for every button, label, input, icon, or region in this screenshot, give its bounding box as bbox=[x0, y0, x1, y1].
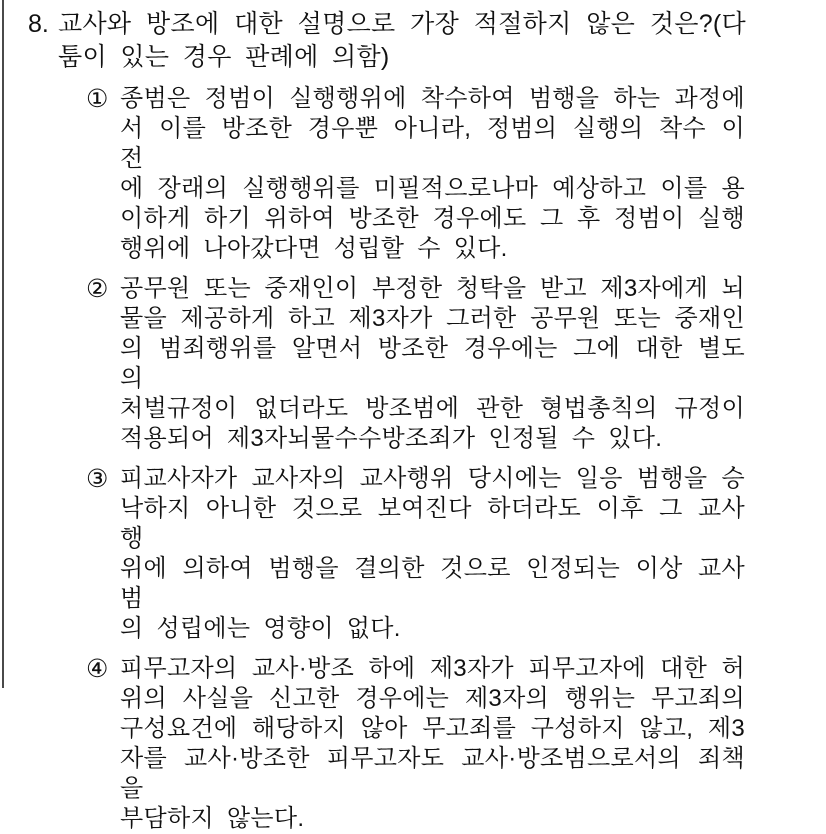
answer-option-2 bbox=[86, 274, 754, 454]
circled-number-2-icon: ② bbox=[86, 275, 109, 303]
option-3-text bbox=[120, 464, 745, 644]
option-2-line-1: 공무원 또는 중재인이 부정한 청탁을 받고 제3자에게 뇌 bbox=[120, 275, 745, 302]
option-2-line-5: 적용되어 제3자뇌물수수방조죄가 인정될 수 있다. bbox=[120, 425, 663, 452]
circled-number-4-icon: ④ bbox=[86, 655, 109, 683]
option-3-line-1: 피교사자가 교사자의 교사행위 당시에는 일응 범행을 승 bbox=[120, 465, 745, 492]
option-1-line-4: 이하게 하기 위하여 방조한 경우에도 그 후 정범이 실행 bbox=[120, 205, 745, 232]
answer-option-1 bbox=[86, 84, 754, 264]
question-number: 8. bbox=[28, 10, 49, 38]
answer-option-3 bbox=[86, 464, 754, 644]
option-4-line-3: 구성요건에 해당하지 않아 무고죄를 구성하지 않고, 제3 bbox=[120, 715, 745, 742]
option-4-text bbox=[120, 654, 745, 834]
option-2-line-3: 의 범죄행위를 알면서 방조한 경우에는 그에 대한 별도의 bbox=[120, 335, 746, 392]
question-row bbox=[28, 8, 754, 74]
option-1-line-5: 행위에 나아갔다면 성립할 수 있다. bbox=[120, 235, 508, 262]
option-4-line-4: 자를 교사·방조한 피무고자도 교사·방조범으로서의 죄책을 bbox=[120, 745, 745, 802]
option-3-line-2: 낙하지 아니한 것으로 보여진다 하더라도 이후 그 교사행 bbox=[120, 495, 746, 552]
option-3-line-4: 의 성립에는 영향이 없다. bbox=[120, 615, 401, 642]
option-1-line-2: 서 이를 방조한 경우뿐 아니라, 정범의 실행의 착수 이전 bbox=[120, 115, 745, 172]
answer-options-list bbox=[86, 84, 754, 834]
question-line-2: 툼이 있는 경우 판례에 의함) bbox=[58, 43, 390, 71]
option-1-line-3: 에 장래의 실행행위를 미필적으로나마 예상하고 이를 용 bbox=[120, 175, 745, 202]
option-2-text bbox=[120, 274, 745, 454]
circled-number-1-icon: ① bbox=[86, 85, 109, 113]
page-left-border-line bbox=[2, 0, 4, 688]
option-1-line-1: 종범은 정범이 실행행위에 착수하여 범행을 하는 과정에 bbox=[120, 85, 745, 112]
option-1-text bbox=[120, 84, 745, 264]
answer-option-4 bbox=[86, 654, 754, 834]
option-4-line-2: 위의 사실을 신고한 경우에는 제3자의 행위는 무고죄의 bbox=[120, 685, 745, 712]
option-4-line-1: 피무고자의 교사·방조 하에 제3자가 피무고자에 대한 허 bbox=[120, 655, 745, 682]
option-2-line-4: 처벌규정이 없더라도 방조범에 관한 형법총칙의 규정이 bbox=[120, 395, 745, 422]
circled-number-3-icon: ③ bbox=[86, 465, 109, 493]
option-4-line-5: 부담하지 않는다. bbox=[120, 805, 305, 832]
question-text bbox=[58, 8, 746, 74]
question-line-1: 교사와 방조에 대한 설명으로 가장 적절하지 않은 것은?(다 bbox=[58, 10, 746, 38]
exam-question-block bbox=[28, 8, 754, 834]
option-2-line-2: 물을 제공하게 하고 제3자가 그러한 공무원 또는 중재인 bbox=[120, 305, 745, 332]
option-3-line-3: 위에 의하여 범행을 결의한 것으로 인정되는 이상 교사범 bbox=[120, 555, 746, 612]
